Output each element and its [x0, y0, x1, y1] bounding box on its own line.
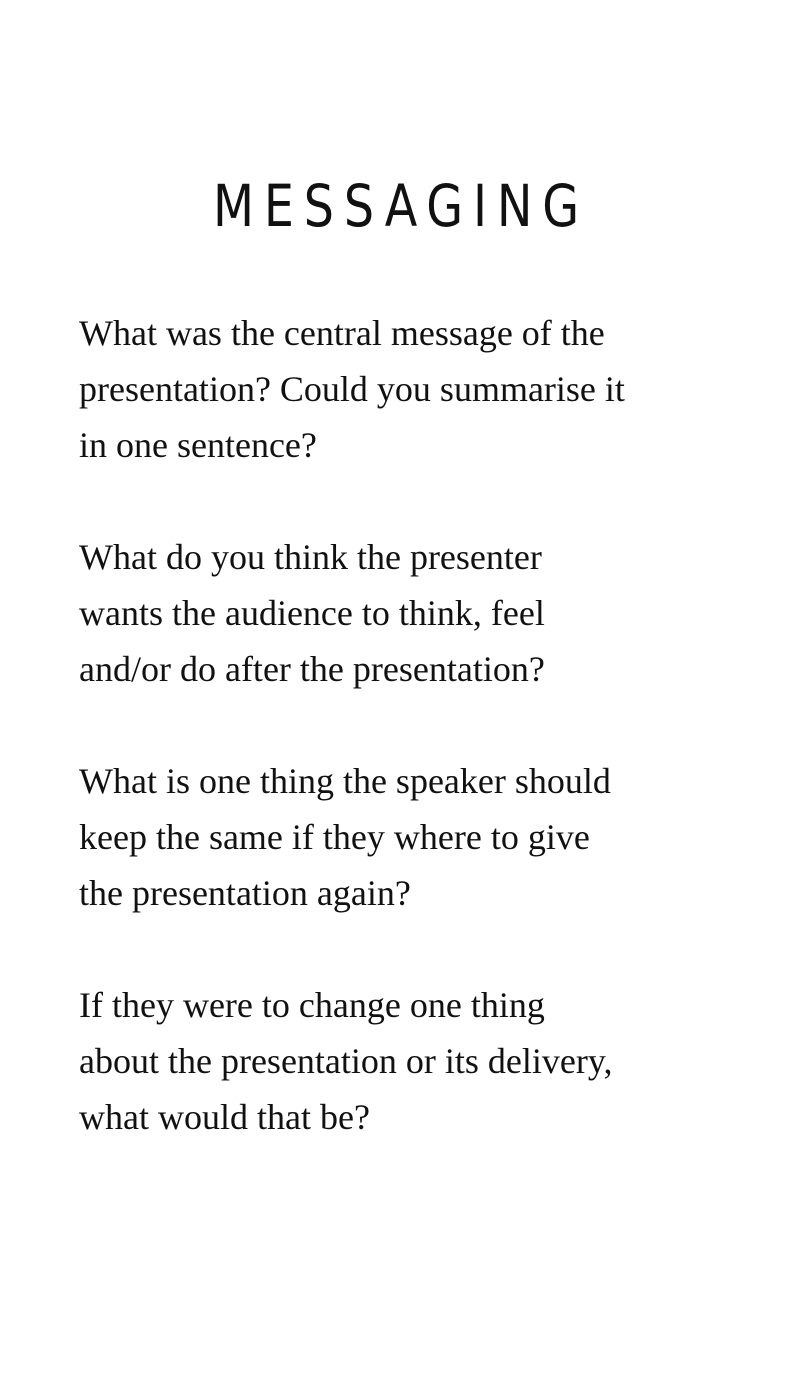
question-3-line-1: What is one thing the speaker should: [79, 761, 611, 801]
question-2-line-2: wants the audience to think, feel: [79, 593, 545, 633]
question-1-line-2: presentation? Could you summarise it: [79, 369, 625, 409]
question-4: [79, 977, 729, 1145]
question-4-line-1: If they were to change one thing: [79, 985, 545, 1025]
question-3-line-3: the presentation again?: [79, 873, 411, 913]
question-4-line-3: what would that be?: [79, 1097, 370, 1137]
question-1: [79, 305, 729, 473]
question-1-line-3: in one sentence?: [79, 425, 317, 465]
question-4-line-2: about the presentation or its delivery,: [79, 1041, 613, 1081]
question-2-line-3: and/or do after the presentation?: [79, 649, 545, 689]
question-2-line-1: What do you think the presenter: [79, 537, 542, 577]
question-3-line-2: keep the same if they where to give: [79, 817, 590, 857]
page-title: MESSAGING: [213, 171, 589, 240]
question-list: [79, 305, 729, 1201]
question-2: [79, 529, 729, 697]
question-3: [79, 753, 729, 921]
question-1-line-1: What was the central message of the: [79, 313, 605, 353]
